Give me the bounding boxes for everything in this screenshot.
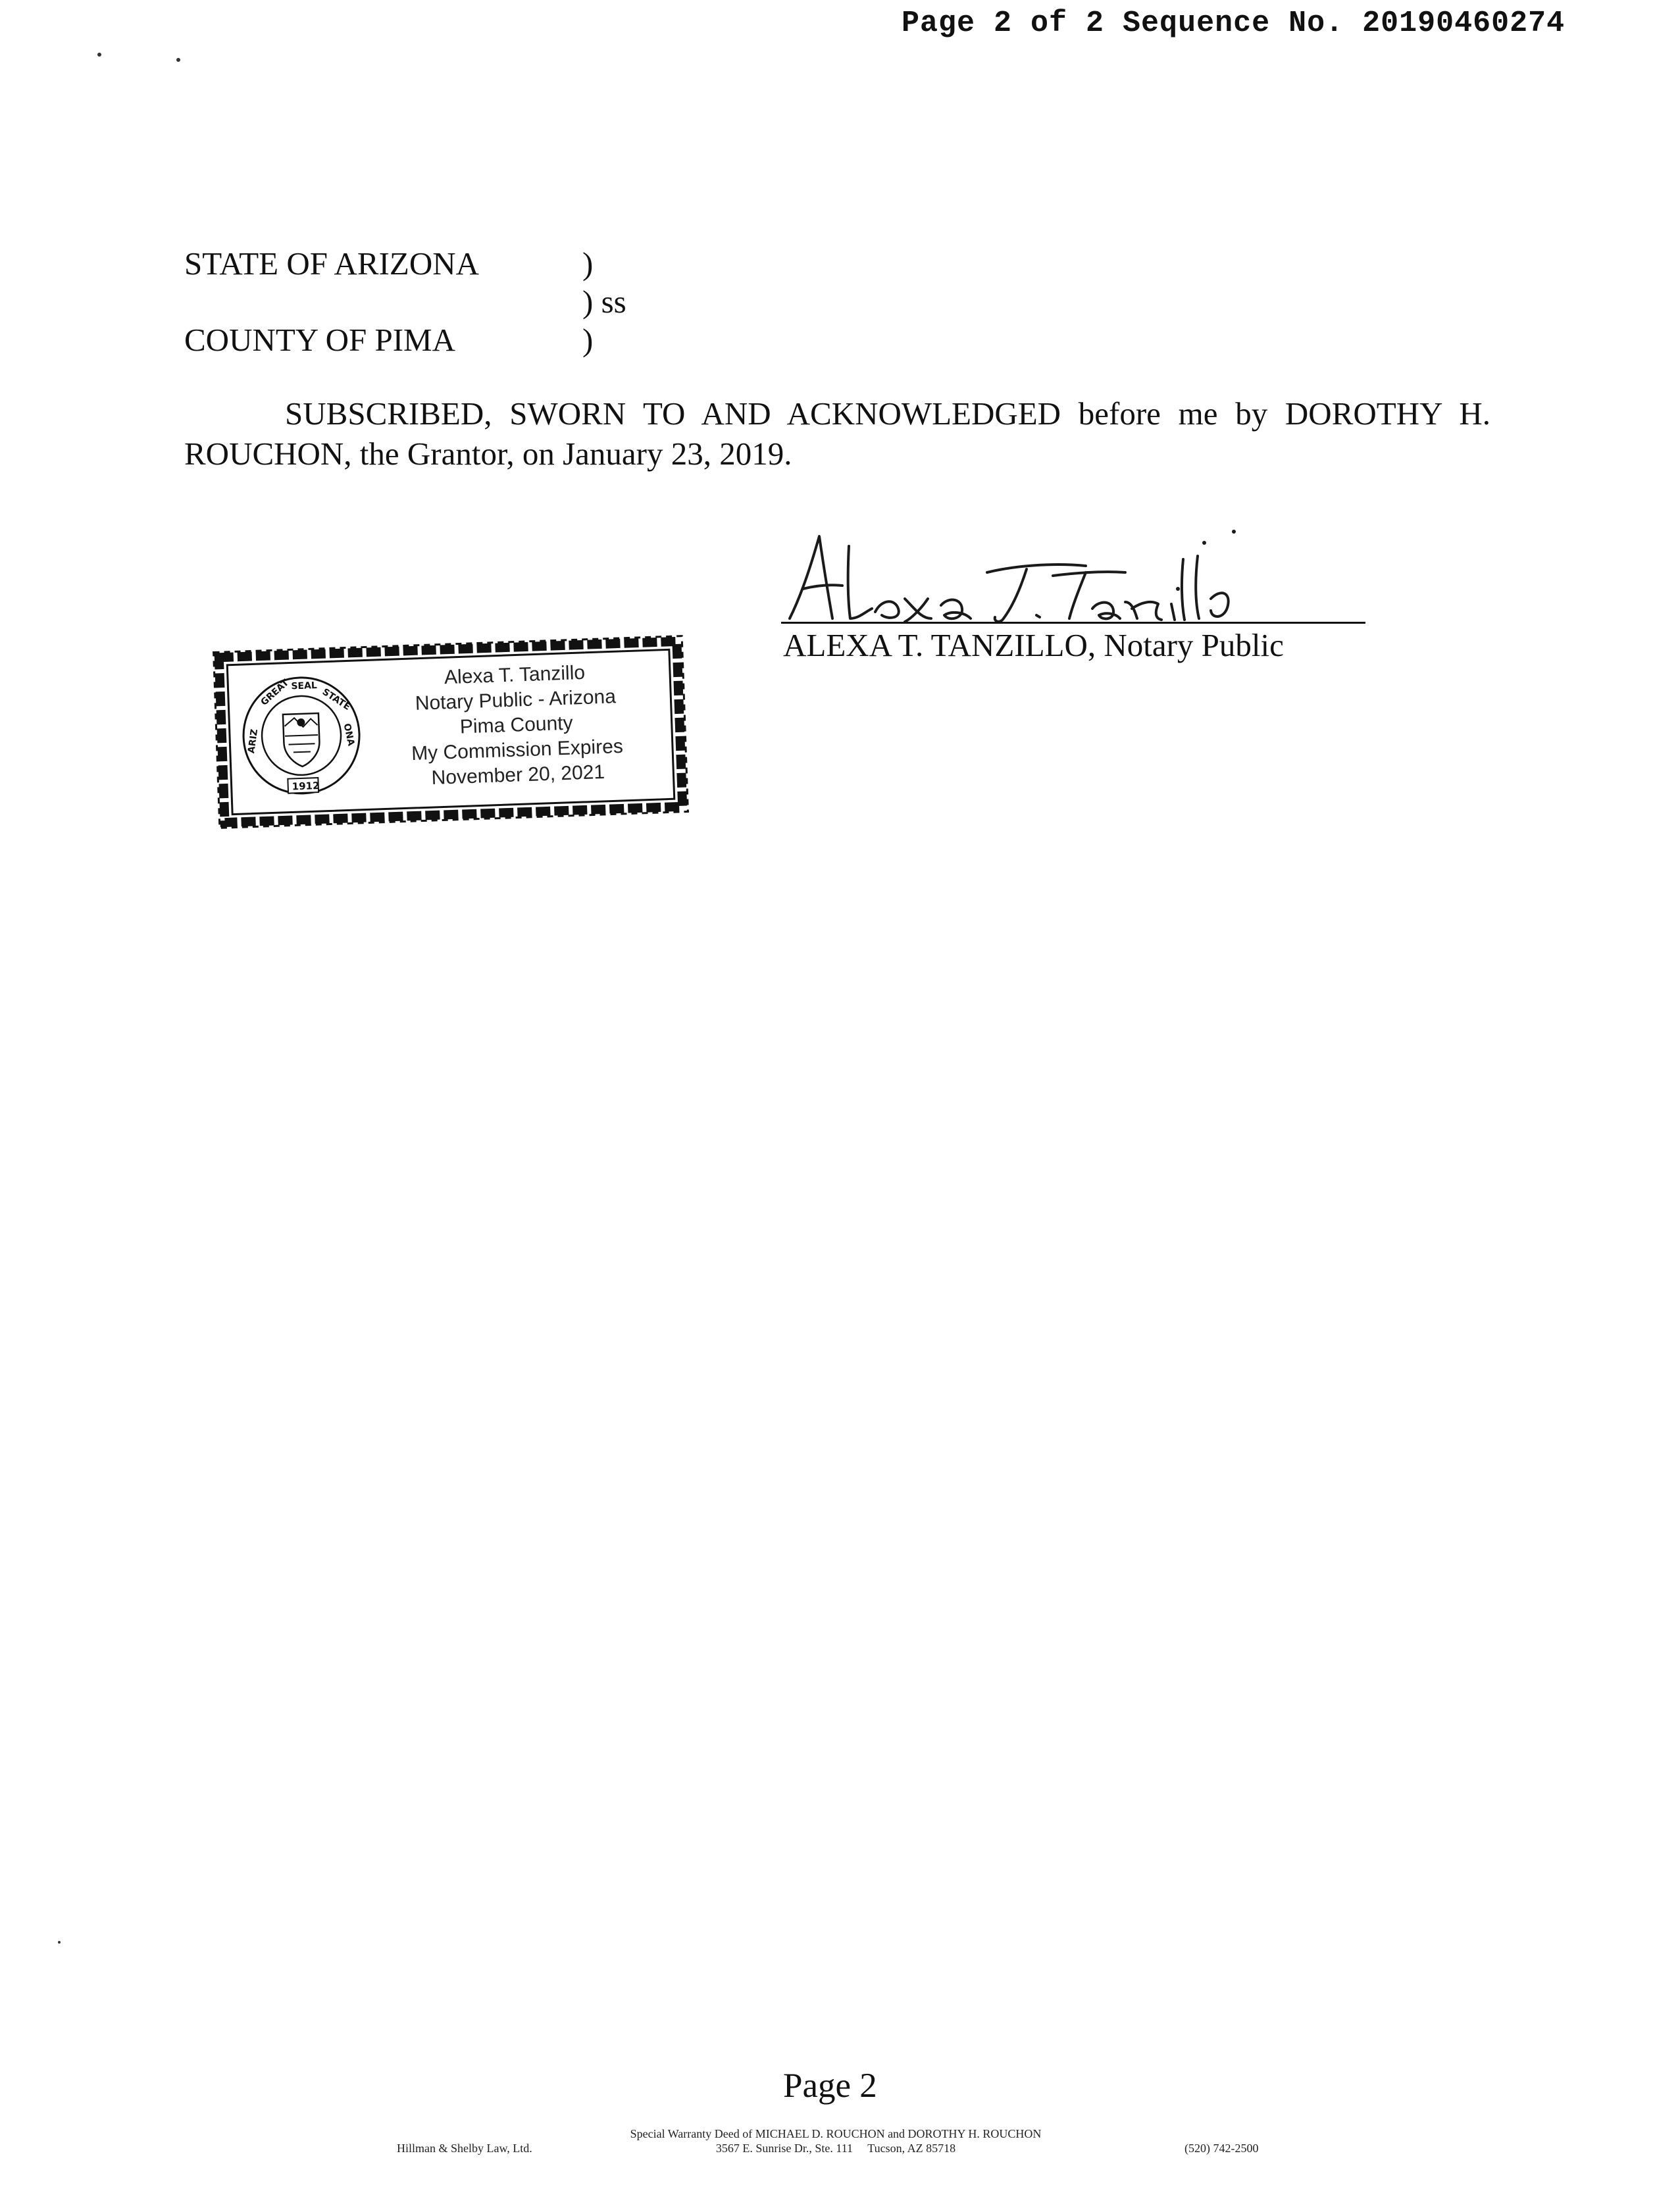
seal-commission-date: November 20, 2021 xyxy=(431,761,605,790)
scan-speck xyxy=(58,1941,61,1944)
footer-law-firm: Hillman & Shelby Law, Ltd. xyxy=(397,2142,532,2155)
venue-paren-bottom: ) xyxy=(582,322,594,358)
venue-county: COUNTY OF PIMA xyxy=(184,322,456,358)
svg-text:ARIZ: ARIZ xyxy=(246,728,261,755)
arizona-state-seal-emblem xyxy=(237,671,367,801)
seal-notary-title: Notary Public - Arizona xyxy=(415,686,617,715)
notary-seal-stamp xyxy=(211,634,690,831)
notary-signature-caption: ALEXA T. TANZILLO, Notary Public xyxy=(783,627,1284,663)
footer-deed-title: Special Warranty Deed of MICHAEL D. ROUCHON and DOROTHY H. ROUCHON xyxy=(630,2127,1042,2140)
svg-text:STATE: STATE xyxy=(320,686,353,713)
scan-speck xyxy=(97,53,101,57)
venue-paren-top: ) xyxy=(582,245,594,282)
signature-line xyxy=(781,622,1365,624)
seal-emblem-year: 1912 xyxy=(292,780,320,793)
recording-sequence-stamp: Page 2 of 2 Sequence No. 20190460274 xyxy=(902,7,1565,40)
page-number-label: Page 2 xyxy=(783,2067,877,2105)
svg-text:GREAT: GREAT xyxy=(259,677,292,708)
footer-phone: (520) 742-2500 xyxy=(1184,2142,1259,2155)
seal-county: Pima County xyxy=(459,712,574,738)
notary-signature xyxy=(776,520,1237,632)
svg-text:SEAL: SEAL xyxy=(291,680,318,692)
svg-text:ONA: ONA xyxy=(341,722,357,747)
footer-address: 3567 E. Sunrise Dr., Ste. 111 Tucson, AZ 85718 xyxy=(715,2142,956,2155)
acknowledgment-paragraph: SUBSCRIBED, SWORN TO AND ACKNOWLEDGED before me by DOROTHY H. ROUCHON, the Grantor, on January 23, 2019. xyxy=(184,395,1490,472)
scan-speck xyxy=(176,58,180,62)
venue-paren-ss: ) ss xyxy=(582,284,626,320)
seal-commission-label: My Commission Expires xyxy=(411,735,624,765)
seal-notary-name: Alexa T. Tanzillo xyxy=(444,661,586,689)
venue-state: STATE OF ARIZONA xyxy=(184,245,479,282)
footer-deed-info xyxy=(592,2126,1079,2155)
seal-text-block xyxy=(370,658,663,793)
